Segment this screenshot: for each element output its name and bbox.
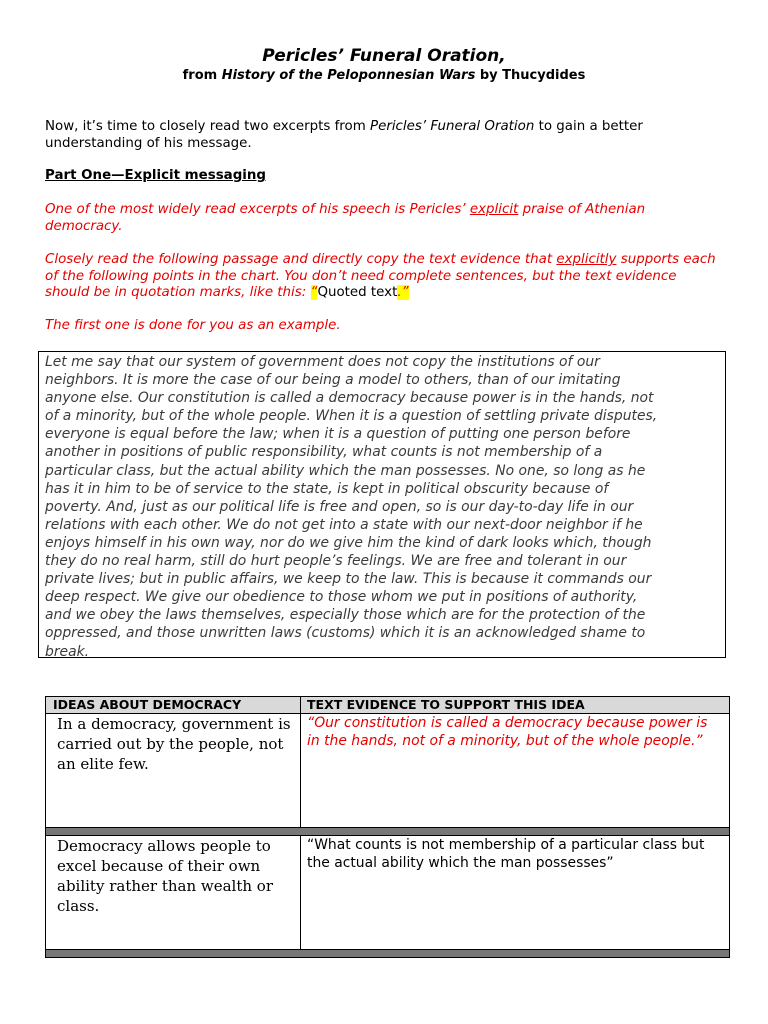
- instruction-2-underlined: explicitly: [556, 252, 617, 267]
- passage-line: enjoys himself in his own way, nor do we give him the kind of dark looks which, though: [45, 534, 652, 551]
- row-2-evidence: “What counts is not membership of a particular class but the actual ability which the man possesses”: [307, 837, 705, 871]
- header-divider: [300, 696, 301, 713]
- passage-line: poverty. And, just as our political life is free and open, so is our day-to-day life in our: [45, 498, 634, 515]
- header-evidence: TEXT EVIDENCE TO SUPPORT THIS IDEA: [307, 697, 585, 712]
- passage-line: Let me say that our system of government does not copy the institutions of our: [45, 354, 600, 370]
- passage-line: has it in him to be of service to the state, is kept in political obscurity because of: [45, 480, 609, 497]
- document-subtitle: [0, 68, 768, 83]
- instruction-example-note: The first one is done for you as an example.: [45, 318, 341, 333]
- passage-box: [38, 351, 726, 658]
- passage-line: they do no real harm, still do hurt people’s feelings. We are free and tolerant in our: [45, 553, 627, 570]
- instruction-copy-evidence: [45, 252, 720, 302]
- row-1-divider: [300, 713, 301, 827]
- row-1-evidence: “Our constitution is called a democracy because power is in the hands, not of a minority, but of the whole people.”: [307, 715, 708, 749]
- passage-line: of a minority, but of the whole people. When it is a question of settling private disputes,: [45, 408, 658, 425]
- passage-line: break.: [45, 643, 90, 660]
- part-one-heading: Part One—Explicit messaging: [45, 168, 266, 183]
- intro-after: to gain a better understanding of his message.: [45, 119, 643, 151]
- passage-line: and we obey the laws themselves, especially those which are for the protection of the: [45, 607, 646, 624]
- table-header-row: [46, 696, 729, 714]
- row-1-idea: In a democracy, government is carried out by the people, not an elite few.: [57, 715, 291, 773]
- passage-line: particular class, but the actual ability which the man possesses. No one, so long as he: [45, 462, 646, 479]
- intro-paragraph: [45, 119, 720, 152]
- passage-line: everyone is equal before the law; when it is a question of putting one person before: [45, 426, 631, 443]
- passage-line: relations with each other. We do not get into a state with our next-door neighbor if he: [45, 516, 643, 533]
- instruction-explicit-praise: [45, 202, 720, 235]
- passage-line: neighbors. It is more the case of our being a model to others, than of our imitating: [45, 372, 621, 389]
- passage-line: private lives; but in public affairs, we keep to the law. This is because it commands our: [45, 571, 652, 588]
- document-title: Pericles’ Funeral Oration,: [262, 46, 506, 66]
- quote-open-highlight: “: [310, 285, 318, 300]
- democracy-table: [45, 696, 730, 958]
- passage-line: another in positions of public responsibility, what counts is not membership of a: [45, 444, 603, 461]
- intro-work-title: Pericles’ Funeral Oration: [370, 119, 535, 134]
- subtitle-from: from: [182, 68, 222, 83]
- intro-before: Now, it’s time to closely read two excerpts from: [45, 119, 370, 134]
- subtitle-author: by Thucydides: [475, 68, 586, 83]
- quote-close-highlight: .”: [397, 285, 409, 300]
- instruction-2-middle: supports each of the following points in the chart. You don’t need complete sentences, but the text evidence should be in quotation marks, like this:: [45, 252, 716, 300]
- instruction-1-underlined: explicit: [469, 202, 519, 217]
- passage-line: anyone else. Our constitution is called a democracy because power is in the hands, not: [45, 390, 654, 407]
- row-separator-1: [46, 827, 729, 836]
- row-2-idea: Democracy allows people to excel because of their own ability rather than wealth or class.: [57, 837, 273, 915]
- header-ideas: IDEAS ABOUT DEMOCRACY: [53, 697, 242, 712]
- instruction-1-after: praise of Athenian democracy.: [45, 202, 646, 234]
- passage-line: deep respect. We give our obedience to those whom we put in positions of authority,: [45, 589, 638, 606]
- passage-line: oppressed, and those unwritten laws (customs) which it is an acknowledged shame to: [45, 625, 646, 642]
- instruction-2-before: Closely read the following passage and directly copy the text evidence that: [45, 252, 557, 267]
- subtitle-work-title: History of the Peloponnesian Wars: [221, 68, 476, 83]
- instruction-1-before: One of the most widely read excerpts of his speech is Pericles’: [45, 202, 470, 217]
- quoted-text-example: Quoted text: [317, 285, 398, 300]
- row-separator-2: [46, 949, 729, 958]
- row-2-divider: [300, 836, 301, 949]
